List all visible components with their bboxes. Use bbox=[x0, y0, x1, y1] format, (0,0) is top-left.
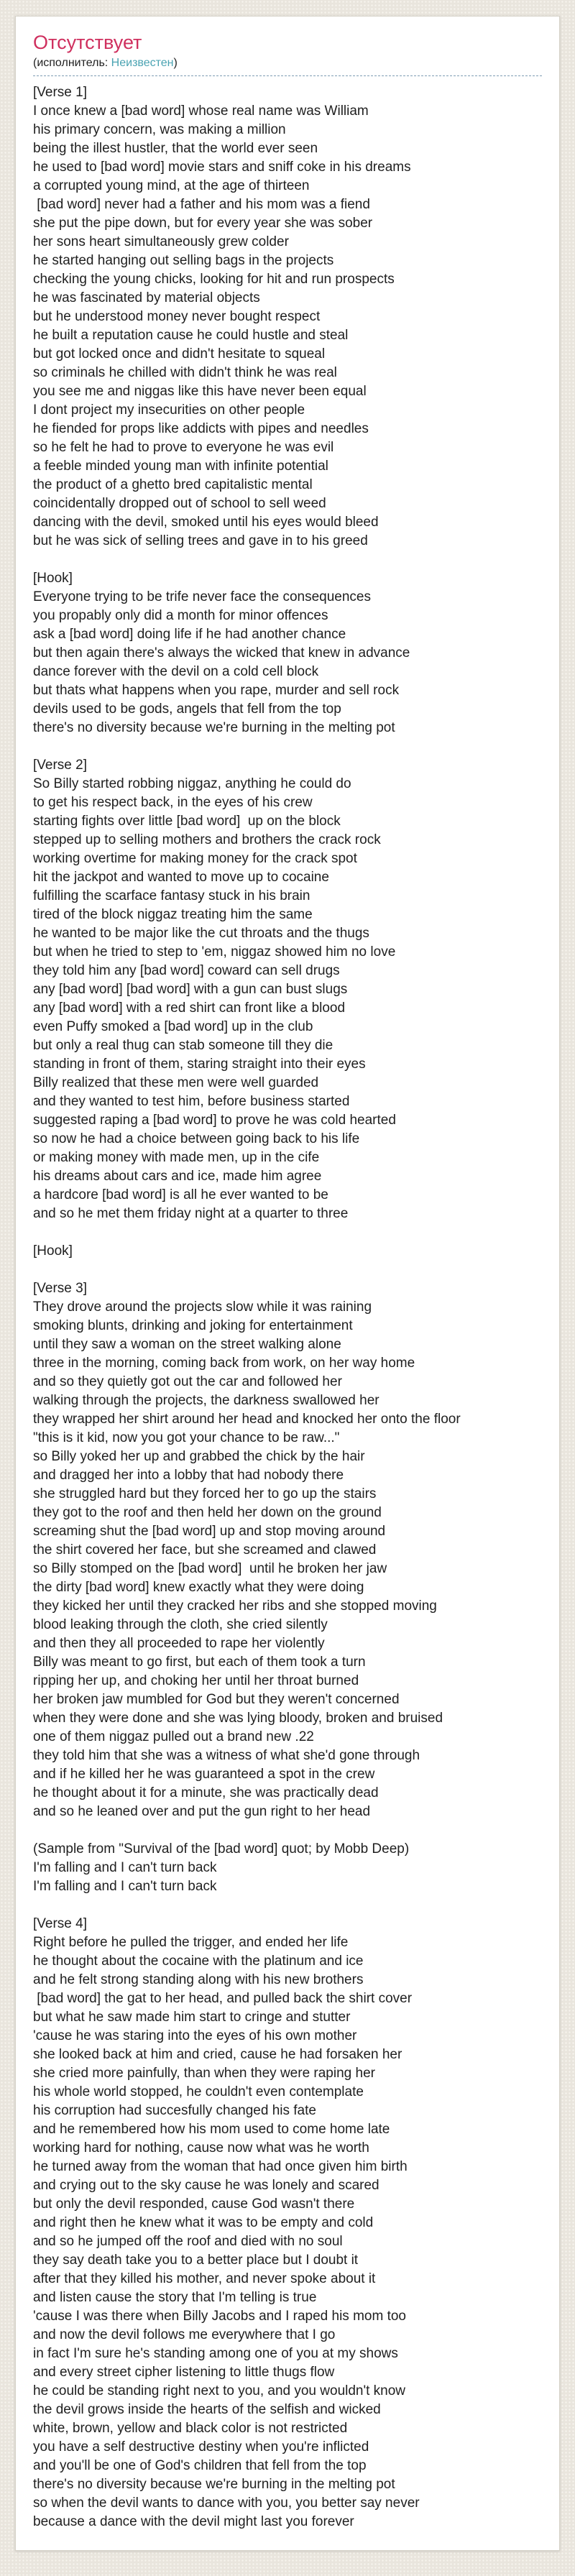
lyric-line: but only the devil responded, cause God wasn't there bbox=[33, 2196, 355, 2212]
lyric-line: Everyone trying to be trife never face the consequences bbox=[33, 589, 371, 605]
lyrics-card bbox=[15, 16, 560, 2551]
lyric-line: and right then he knew what it was to be empty and cold bbox=[33, 2215, 374, 2231]
lyric-line: I'm falling and I can't turn back bbox=[33, 1879, 217, 1895]
lyrics-section bbox=[33, 756, 542, 1223]
lyric-line: the devil grows inside the hearts of the selfish and wicked bbox=[33, 2402, 381, 2418]
lyric-line: he used to [bad word] movie stars and sniff coke in his dreams bbox=[33, 160, 411, 175]
lyric-line: and he felt strong standing along with his new brothers bbox=[33, 1972, 364, 1988]
lyric-line: Billy realized that these men were well guarded bbox=[33, 1075, 319, 1091]
lyric-line: he started hanging out selling bags in the projects bbox=[33, 253, 334, 269]
lyric-line: I'm falling and I can't turn back bbox=[33, 1860, 217, 1876]
lyric-line: three in the morning, coming back from work, on her way home bbox=[33, 1356, 415, 1371]
lyric-line: so Billy stomped on the [bad word] until he broken her jaw bbox=[33, 1561, 387, 1577]
lyric-line: he thought about it for a minute, she was practically dead bbox=[33, 1785, 379, 1801]
lyric-line: a hardcore [bad word] is all he ever wanted to be bbox=[33, 1187, 328, 1203]
lyric-line: so Billy yoked her up and grabbed the chick by the hair bbox=[33, 1449, 365, 1465]
artist-link[interactable]: Неизвестен bbox=[111, 57, 174, 70]
lyric-line: you have a self destructive destiny when you're inflicted bbox=[33, 2439, 369, 2455]
lyric-line: they wrapped her shirt around her head and knocked her onto the floor bbox=[33, 1412, 461, 1427]
lyric-line: standing in front of them, staring straight into their eyes bbox=[33, 1057, 366, 1072]
lyric-line: after that they killed his mother, and never spoke about it bbox=[33, 2271, 376, 2287]
lyric-line: starting fights over little [bad word] up on the block bbox=[33, 814, 341, 829]
lyric-line: walking through the projects, the darkness swallowed her bbox=[33, 1393, 380, 1409]
lyric-line: the shirt covered her face, but she screamed and clawed bbox=[33, 1542, 377, 1558]
lyric-line: [bad word] the gat to her head, and pulled back the shirt cover bbox=[33, 1991, 413, 2007]
lyric-line: so he felt he had to prove to everyone he was evil bbox=[33, 440, 334, 456]
lyric-line: and every street cipher listening to little thugs flow bbox=[33, 2365, 335, 2380]
lyric-line: his whole world stopped, he couldn't even contemplate bbox=[33, 2084, 364, 2100]
lyric-line: but only a real thug can stab someone till they die bbox=[33, 1038, 334, 1054]
lyric-line: he thought about the cocaine with the platinum and ice bbox=[33, 1954, 364, 1969]
lyric-line: and now the devil follows me everywhere that I go bbox=[33, 2327, 336, 2343]
lyric-line: her sons heart simultaneously grew colder bbox=[33, 234, 289, 250]
lyric-line: in fact I'm sure he's standing among one of you at my shows bbox=[33, 2346, 398, 2362]
lyric-line: checking the young chicks, looking for hit and run prospects bbox=[33, 272, 395, 288]
lyric-line: I once knew a [bad word] whose real name was William bbox=[33, 104, 369, 119]
lyric-line: but he understood money never bought respect bbox=[33, 309, 321, 325]
lyric-line: and if he killed her he was guaranteed a spot in the crew bbox=[33, 1767, 375, 1782]
lyric-line: ask a [bad word] doing life if he had another chance bbox=[33, 627, 346, 643]
section-header: [Hook] bbox=[33, 1243, 73, 1259]
lyric-line: she cried more painfully, than when they were raping her bbox=[33, 2066, 375, 2082]
lyric-line: a corrupted young mind, at the age of thirteen bbox=[33, 178, 310, 194]
lyrics-section bbox=[33, 83, 542, 551]
lyric-line: being the illest hustler, that the world ever seen bbox=[33, 141, 318, 157]
lyric-line: the dirty [bad word] knew exactly what they were doing bbox=[33, 1580, 364, 1596]
lyric-line: one of them niggaz pulled out a brand new .22 bbox=[33, 1729, 314, 1745]
lyric-line: so criminals he chilled with didn't think he was real bbox=[33, 365, 337, 381]
lyric-line: any [bad word] [bad word] with a gun can bust slugs bbox=[33, 982, 348, 998]
lyric-line: and so he leaned over and put the gun right to her head bbox=[33, 1804, 371, 1820]
page-title: Отсутствует bbox=[33, 32, 142, 53]
section-header: [Verse 2] bbox=[33, 758, 87, 773]
lyric-line: they told him any [bad word] coward can sell drugs bbox=[33, 963, 340, 979]
lyric-line: tired of the block niggaz treating him the same bbox=[33, 907, 313, 923]
lyric-line: 'cause he was staring into the eyes of his own mother bbox=[33, 2028, 357, 2044]
lyric-line: screaming shut the [bad word] up and stop moving around bbox=[33, 1524, 386, 1540]
lyric-line: and listen cause the story that I'm telling is true bbox=[33, 2290, 317, 2306]
lyric-line: I dont project my insecurities on other people bbox=[33, 402, 305, 418]
lyric-line: his corruption had succesfully changed his fate bbox=[33, 2103, 316, 2119]
lyric-line: his dreams about cars and ice, made him agree bbox=[33, 1169, 322, 1184]
section-header: [Verse 3] bbox=[33, 1281, 87, 1297]
lyric-line: but when he tried to step to 'em, niggaz showed him no love bbox=[33, 944, 396, 960]
lyric-line: a feeble minded young man with infinite potential bbox=[33, 459, 328, 474]
lyric-line: but then again there's always the wicked that knew in advance bbox=[33, 645, 410, 661]
section-header: [Verse 4] bbox=[33, 1916, 87, 1932]
lyric-line: 'cause I was there when Billy Jacobs and I raped his mom too bbox=[33, 2309, 407, 2324]
lyric-line: you propably only did a month for minor offences bbox=[33, 608, 328, 624]
lyric-line: dance forever with the devil on a cold cell block bbox=[33, 664, 319, 680]
lyric-line: there's no diversity because we're burning in the melting pot bbox=[33, 720, 395, 736]
lyrics-section bbox=[33, 1915, 542, 2531]
lyric-line: she looked back at him and cried, cause he had forsaken her bbox=[33, 2047, 402, 2063]
lyric-line: and then they all proceeded to rape her violently bbox=[33, 1636, 325, 1652]
lyric-line: stepped up to selling mothers and brothers the crack rock bbox=[33, 832, 381, 848]
lyric-line: they kicked her until they cracked her ribs and she stopped moving bbox=[33, 1598, 437, 1614]
lyric-line: when they were done and she was lying bloody, broken and bruised bbox=[33, 1711, 443, 1726]
artist-line bbox=[33, 56, 542, 76]
lyric-line: they got to the roof and then held her down on the ground bbox=[33, 1505, 382, 1521]
lyric-line: smoking blunts, drinking and joking for entertainment bbox=[33, 1318, 353, 1334]
lyric-line: because a dance with the devil might last you forever bbox=[33, 2514, 354, 2530]
lyric-line: working overtime for making money for the crack spot bbox=[33, 851, 357, 867]
lyrics-section bbox=[33, 569, 542, 737]
lyric-line: So Billy started robbing niggaz, anything he could do bbox=[33, 776, 351, 792]
lyric-line: even Puffy smoked a [bad word] up in the club bbox=[33, 1019, 313, 1035]
lyric-line: she put the pipe down, but for every year she was sober bbox=[33, 216, 373, 231]
lyric-line: [bad word] never had a father and his mom was a fiend bbox=[33, 197, 370, 213]
lyric-line: they told him that she was a witness of what she'd gone through bbox=[33, 1748, 420, 1764]
lyrics-section bbox=[33, 1242, 542, 1261]
lyric-line: the product of a ghetto bred capitalistic mental bbox=[33, 477, 313, 493]
lyric-line: until they saw a woman on the street walking alone bbox=[33, 1337, 341, 1353]
lyric-line: hit the jackpot and wanted to move up to cocaine bbox=[33, 870, 329, 886]
lyrics-text bbox=[33, 83, 542, 2531]
lyric-line: he could be standing right next to you, and you wouldn't know bbox=[33, 2383, 406, 2399]
lyric-line: white, brown, yellow and black color is not restricted bbox=[33, 2421, 348, 2437]
lyric-line: and you'll be one of God's children that fell from the top bbox=[33, 2458, 367, 2474]
lyric-line: or making money with made men, up in the cife bbox=[33, 1150, 320, 1166]
lyric-line: suggested raping a [bad word] to prove he was cold hearted bbox=[33, 1113, 396, 1128]
lyric-line: they say death take you to a better place but I doubt it bbox=[33, 2253, 359, 2268]
lyric-line: working hard for nothing, cause now what was he worth bbox=[33, 2140, 369, 2156]
lyric-line: They drove around the projects slow while it was raining bbox=[33, 1300, 372, 1315]
lyric-line: she struggled hard but they forced her to go up the stairs bbox=[33, 1486, 377, 1502]
section-header: [Hook] bbox=[33, 571, 73, 586]
lyric-line: so now he had a choice between going back to his life bbox=[33, 1131, 360, 1147]
lyric-line: fulfilling the scarface fantasy stuck in his brain bbox=[33, 888, 310, 904]
lyric-line: he fiended for props like addicts with pipes and needles bbox=[33, 421, 369, 437]
lyric-line: you see me and niggas like this have never been equal bbox=[33, 384, 367, 400]
lyric-line: to get his respect back, in the eyes of his crew bbox=[33, 795, 313, 811]
lyric-line: dancing with the devil, smoked until his eyes would bleed bbox=[33, 515, 379, 530]
lyric-line: and so he met them friday night at a quarter to three bbox=[33, 1206, 349, 1222]
lyric-line: ripping her up, and choking her until her throat burned bbox=[33, 1673, 359, 1689]
lyric-line: any [bad word] with a red shirt can front like a blood bbox=[33, 1000, 346, 1016]
lyric-line: blood leaking through the cloth, she cried silently bbox=[33, 1617, 328, 1633]
lyric-line: Billy was meant to go first, but each of them took a turn bbox=[33, 1655, 366, 1670]
artist-suffix: ) bbox=[173, 57, 178, 70]
lyric-line: but thats what happens when you rape, murder and sell rock bbox=[33, 683, 400, 699]
lyric-line: and dragged her into a lobby that had nobody there bbox=[33, 1468, 344, 1484]
lyric-line: and they wanted to test him, before business started bbox=[33, 1094, 350, 1110]
lyric-line: her broken jaw mumbled for God but they weren't concerned bbox=[33, 1692, 400, 1708]
lyric-line: and he remembered how his mom used to come home late bbox=[33, 2122, 390, 2138]
lyric-line: but he was sick of selling trees and gave in to his greed bbox=[33, 533, 368, 549]
lyric-line: he wanted to be major like the cut throats and the thugs bbox=[33, 926, 369, 942]
lyric-line: there's no diversity because we're burning in the melting pot bbox=[33, 2477, 395, 2493]
lyric-line: Right before he pulled the trigger, and ended her life bbox=[33, 1935, 349, 1951]
lyric-line: his primary concern, was making a million bbox=[33, 122, 286, 138]
lyric-line: and crying out to the sky cause he was lonely and scared bbox=[33, 2178, 380, 2194]
lyric-line: he turned away from the woman that had once given him birth bbox=[33, 2159, 408, 2175]
lyric-line: devils used to be gods, angels that fell from the top bbox=[33, 702, 341, 717]
lyric-line: and so he jumped off the roof and died with no soul bbox=[33, 2234, 343, 2250]
lyric-line: but got locked once and didn't hesitate to squeal bbox=[33, 346, 326, 362]
lyric-line: so when the devil wants to dance with you, you better say never bbox=[33, 2496, 420, 2511]
lyric-line: he built a reputation cause he could hustle and steal bbox=[33, 328, 349, 344]
lyric-line: "this is it kid, now you got your chance to be raw..." bbox=[33, 1430, 340, 1446]
section-header: (Sample from "Survival of the [bad word] quot; by Mobb Deep) bbox=[33, 1841, 410, 1857]
lyric-line: but what he saw made him start to cringe and stutter bbox=[33, 2010, 351, 2025]
lyric-line: and so they quietly got out the car and followed her bbox=[33, 1374, 342, 1390]
lyrics-section bbox=[33, 1279, 542, 1821]
lyrics-section bbox=[33, 1840, 542, 1896]
lyric-line: he was fascinated by material objects bbox=[33, 290, 260, 306]
artist-label: (исполнитель: bbox=[33, 57, 111, 70]
lyric-line: coincidentally dropped out of school to sell weed bbox=[33, 496, 326, 512]
section-header: [Verse 1] bbox=[33, 85, 87, 101]
